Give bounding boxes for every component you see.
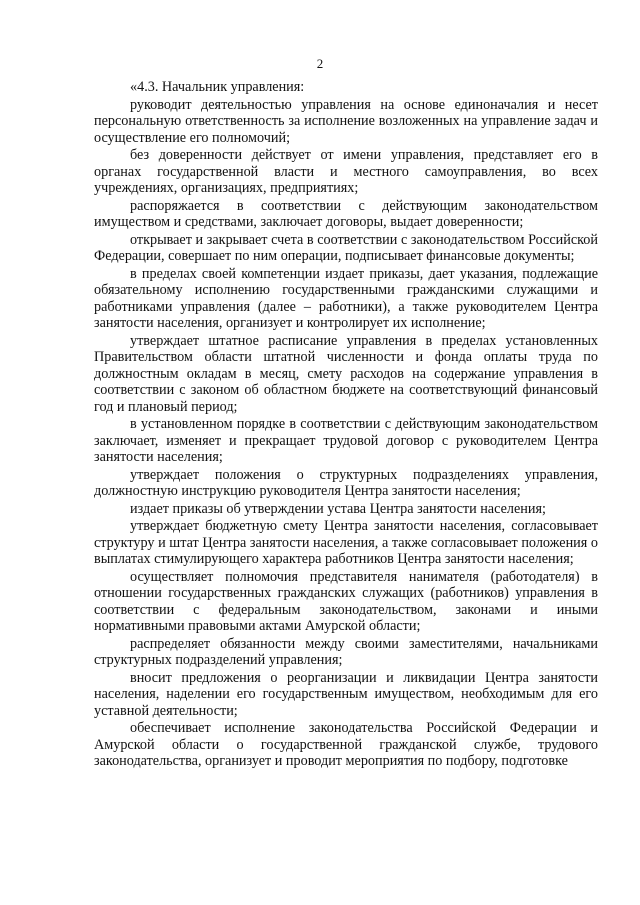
paragraph: утверждает штатное расписание управления в пределах установленных Правительством области штатной численности и фонда оплаты труда по должностным окладам в месяц, смету расходов на содержание управления в соответствии с законом об областном бюджете на соответствующий финансовый год и плановый период; <box>94 332 598 415</box>
section-heading: «4.3. Начальник управления: <box>130 79 305 95</box>
paragraph: распоряжается в соответствии с действующим законодательством имуществом и средствами, заключает договоры, выдает доверенности; <box>94 197 598 230</box>
paragraph: без доверенности действует от имени управления, представляет его в органах государственной власти и местного самоуправления, во всех учреждениях, организациях, предприятиях; <box>94 147 598 196</box>
paragraph: в установленном порядке в соответствии с действующим законодательством заключает, изменяет и прекращает трудовой договор с руководителем Центра занятости населения; <box>94 416 598 465</box>
page-number: 2 <box>316 56 324 71</box>
paragraph: утверждает положения о структурных подразделениях управления, должностную инструкцию руководителя Центра занятости населения; <box>94 466 598 499</box>
paragraph: утверждает бюджетную смету Центра занятости населения, согласовывает структуру и штат Центра занятости населения, а также согласовывает положения о выплатах стимулирующего характера работников Центра занятости населения; <box>94 518 598 567</box>
paragraph: обеспечивает исполнение законодательства Российской Федерации и Амурской области о государственной гражданской службе, трудового законодательства, организует и проводит мероприятия по подбору, подготовке <box>94 720 598 769</box>
paragraph: вносит предложения о реорганизации и ликвидации Центра занятости населения, наделении его государственным имуществом, необходимым для его уставной деятельности; <box>94 669 598 719</box>
paragraph: открывает и закрывает счета в соответствии с законодательством Российской Федерации, совершает по ним операции, подписывает финансовые документы; <box>94 231 598 264</box>
paragraph: осуществляет полномочия представителя нанимателя (работодателя) в отношении государственных гражданских служащих (работников) управления в соответствии с федеральным законодательством, законами и иными нормативными правовыми актами Амурской области; <box>94 568 598 634</box>
paragraph: в пределах своей компетенции издает приказы, дает указания, подлежащие обязательному исполнению государственными гражданскими служащими и работниками управления (далее – работники), а также руководителем Центра занятости населения, организует и контролирует их исполнение; <box>94 265 598 331</box>
paragraph: распределяет обязанности между своими заместителями, начальниками структурных подразделений управления; <box>94 635 598 668</box>
document-body <box>94 79 598 771</box>
paragraph: издает приказы об утверждении устава Центра занятости населения; <box>130 500 546 517</box>
paragraph: руководит деятельностью управления на основе единоначалия и несет персональную ответственность за исполнение возложенных на управление задач и осуществление его полномочий; <box>94 96 598 146</box>
